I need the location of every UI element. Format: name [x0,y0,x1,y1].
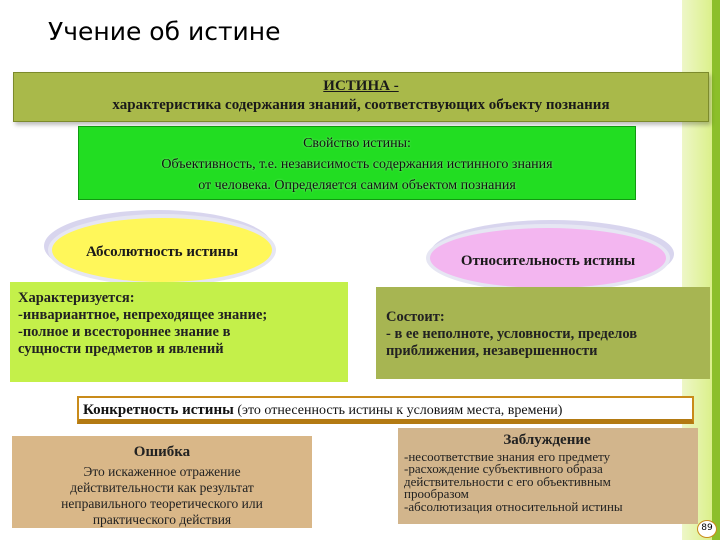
delusion-line-3: действительности с его объективным [404,473,611,489]
property-line-1: Объективность, т.е. независимость содержания истинного знания [161,157,553,172]
delusion-heading: Заблуждение [503,432,591,448]
page-number-badge: 89 [697,520,717,538]
relative-line-1: Состоит: [386,309,445,325]
error-line-1: Это искаженное отражение [83,464,241,479]
relative-truth-oval: Относительность истины [426,224,670,292]
absolute-line-1: Характеризуется: [18,290,135,306]
absolute-line-3: -полное и всестороннее знание в [18,324,231,340]
relative-line-2: - в ее неполноте, условности, пределов [386,326,638,342]
delusion-line-4: прообразом [404,486,469,501]
error-line-2: действительности как результат [70,480,254,495]
absolute-line-4: сущности предметов и явлений [18,341,224,357]
decor-stripe-dark [712,0,720,540]
absolute-line-2: -инвариантное, непреходящее знание; [18,307,268,323]
error-heading: Ошибка [133,444,191,460]
property-line-2: от человека. Определяется самим объектом познания [198,178,516,193]
truth-text: характеристика содержания знаний, соответствующих объекту познания [112,97,610,113]
truth-heading: ИСТИНА - [323,78,399,94]
delusion-line-1: -несоответствие знания его предмету [404,448,611,464]
error-line-4: практического действия [92,512,232,527]
concrete-text: (это отнесенность истины к условиям места, времени) [233,403,563,418]
error-line-3: неправильного теоретического или [61,496,263,511]
delusion-box [398,428,698,524]
delusion-line-2: -расхождение субъективного образа [404,461,603,476]
property-heading: Свойство истины: [303,136,411,151]
relative-line-3: приближения, незавершенности [386,343,598,359]
error-box [12,436,312,528]
truth-definition-box [13,72,709,122]
absolute-truth-oval: Абсолютность истины [48,214,276,286]
truth-property-box [78,126,636,200]
concrete-heading: Конкретность истины [83,402,234,418]
absolute-truth-description [10,282,348,382]
page-title: Учение об истине [48,17,281,46]
concrete-truth-box [77,396,694,424]
delusion-line-5: -абсолютизация относительной истины [404,498,623,514]
relative-truth-description [376,287,710,379]
